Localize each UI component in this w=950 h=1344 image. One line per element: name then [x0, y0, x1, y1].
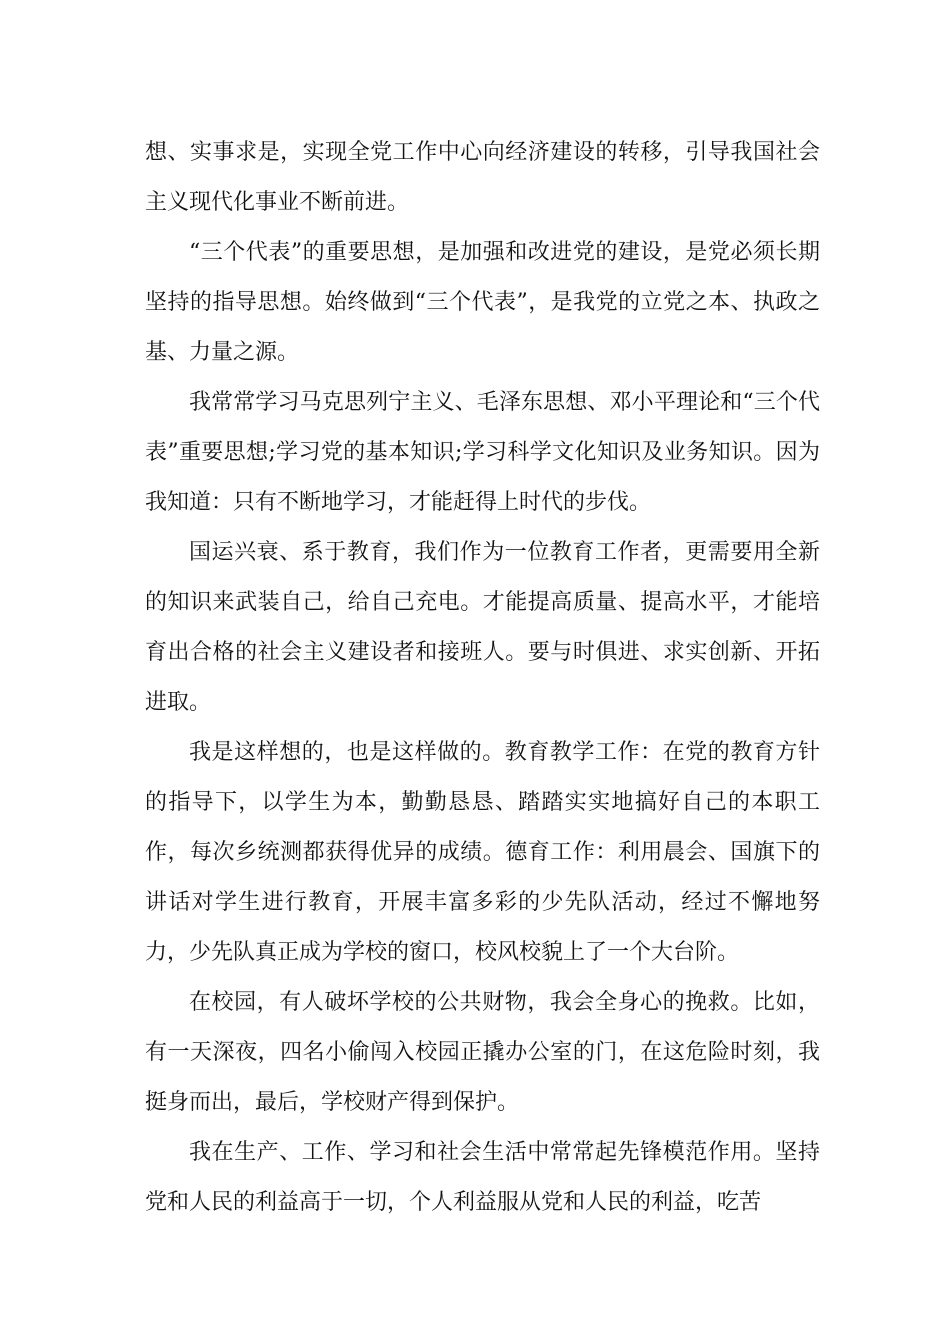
paragraph-7: 我在生产、工作、学习和社会生活中常常起先锋模范作用。坚持党和人民的利益高于一切，个人利益服从党和人民的利益，吃苦: [145, 1140, 820, 1215]
paragraph-3: 我常常学习马克思列宁主义、毛泽东思想、邓小平理论和“三个代表”重要思想;学习党的基本知识;学习科学文化知识及业务知识。因为我知道：只有不断地学习，才能赶得上时代的步伐。: [145, 390, 820, 515]
paragraph-6: 在校园，有人破坏学校的公共财物，我会全身心的挽救。比如，有一天深夜，四名小偷闯入校园正撬办公室的门，在这危险时刻，我挺身而出，最后，学校财产得到保护。: [145, 990, 820, 1115]
paragraph-2: “三个代表”的重要思想，是加强和改进党的建设，是党必须长期坚持的指导思想。始终做到“三个代表”，是我党的立党之本、执政之基、力量之源。: [145, 240, 820, 365]
paragraph-1: 想、实事求是，实现全党工作中心向经济建设的转移，引导我国社会主义现代化事业不断前进。: [145, 140, 820, 215]
paragraph-5: 我是这样想的，也是这样做的。教育教学工作：在党的教育方针的指导下，以学生为本，勤勤恳恳、踏踏实实地搞好自己的本职工作，每次乡统测都获得优异的成绩。德育工作：利用晨会、国旗下的讲话对学生进行教育，开展丰富多彩的少先队活动，经过不懈地努力，少先队真正成为学校的窗口，校风校貌上了一个大台阶。: [145, 740, 820, 965]
document-body: [145, 128, 820, 1228]
paragraph-4: 国运兴衰、系于教育，我们作为一位教育工作者，更需要用全新的知识来武装自己，给自己充电。才能提高质量、提高水平，才能培育出合格的社会主义建设者和接班人。要与时俱进、求实创新、开拓进取。: [145, 540, 820, 715]
